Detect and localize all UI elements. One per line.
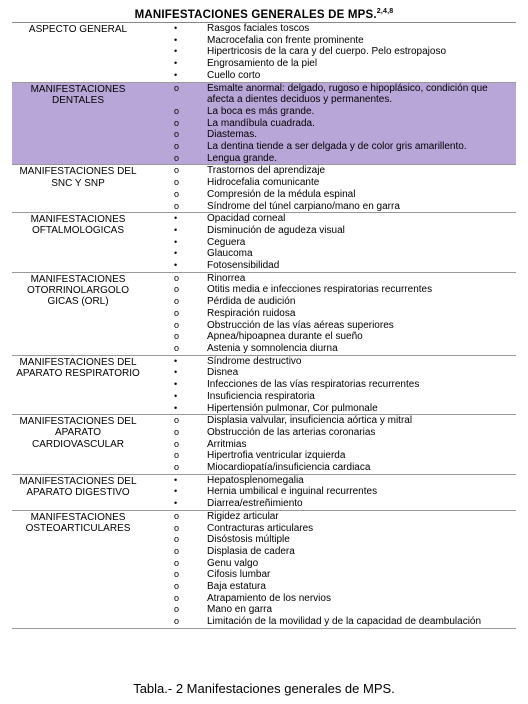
list-item <box>174 439 516 451</box>
list-item-text: Glaucoma <box>207 248 253 260</box>
list-item <box>174 58 516 70</box>
bullet-disc-icon <box>174 58 207 70</box>
bullet-disc-icon <box>174 498 207 510</box>
list-item-text: Ceguera <box>207 236 246 248</box>
bullet-circle-icon <box>174 153 207 165</box>
bullet-circle-icon <box>174 511 207 523</box>
bullet-circle-icon <box>174 284 207 296</box>
table-section <box>12 23 516 83</box>
list-item <box>174 273 516 285</box>
bullet-circle-icon <box>174 201 207 213</box>
list-item-text: Cifosis lumbar <box>207 569 271 581</box>
list-item-text: Disóstosis múltiple <box>207 534 290 546</box>
list-item <box>174 70 516 82</box>
list-item-text: Miocardiopatía/insuficiencia cardiaca <box>207 462 371 474</box>
list-item-text: Disminución de agudeza visual <box>207 224 345 236</box>
bullet-disc-icon <box>174 260 207 272</box>
list-item <box>174 415 516 427</box>
bullet-disc-icon <box>174 486 207 498</box>
list-item-text: Hipertensión pulmonar, Cor pulmonale <box>207 402 378 414</box>
bullet-disc-icon <box>174 35 207 47</box>
section-items <box>174 165 516 212</box>
list-item-text: Síndrome destructivo <box>207 355 302 367</box>
list-item <box>174 546 516 558</box>
table-title <box>0 8 528 21</box>
list-item <box>174 35 516 47</box>
list-item-text: Opacidad corneal <box>207 213 286 225</box>
bullet-disc-icon <box>174 403 207 415</box>
list-item <box>174 569 516 581</box>
list-item <box>174 356 516 368</box>
bullet-circle-icon <box>174 308 207 320</box>
list-item-text: Contracturas articulares <box>207 522 314 534</box>
list-item <box>174 558 516 570</box>
table-section <box>12 415 516 475</box>
bullet-circle-icon <box>174 83 207 95</box>
list-item-text: Otitis media e infecciones respiratorias recurrentes <box>207 284 433 296</box>
list-item-text: La mandíbula cuadrada. <box>207 117 315 129</box>
list-item <box>174 225 516 237</box>
bullet-circle-icon <box>174 450 207 462</box>
bullet-disc-icon <box>174 23 207 35</box>
bullet-circle-icon <box>174 343 207 355</box>
table-section <box>12 475 516 511</box>
section-items <box>174 23 516 82</box>
section-category: MANIFESTACIONES OSTEOARTICULARES <box>25 511 131 535</box>
section-items <box>174 511 516 628</box>
list-item <box>174 486 516 498</box>
bullet-circle-icon <box>174 523 207 535</box>
section-category: MANIFESTACIONES DEL SNC Y SNP <box>19 166 137 189</box>
bullet-circle-icon <box>174 558 207 570</box>
list-item-text: Astenia y somnolencia diurna <box>207 342 338 354</box>
section-items <box>174 273 516 355</box>
list-item-text: La boca es más grande. <box>207 105 315 117</box>
list-item <box>174 213 516 225</box>
bullet-circle-icon <box>174 331 207 343</box>
list-item-text: Macrocefalia con frente prominente <box>207 34 364 46</box>
list-item-text: Esmalte anormal: delgado, rugoso e hipoplásico, condición que afecta a dientes deciduos y permanentes. <box>207 82 488 106</box>
bullet-circle-icon <box>174 141 207 153</box>
list-item-text: Obstrucción de las vías aéreas superiores <box>207 319 394 331</box>
table-section <box>12 273 516 356</box>
list-item-text: Rigidez articular <box>207 510 279 522</box>
section-category: MANIFESTACIONES DEL APARATO RESPIRATORIO <box>16 356 140 379</box>
list-item-text: Infecciones de las vías respiratorias recurrentes <box>207 379 420 391</box>
list-item-text: Displasia de cadera <box>207 545 295 557</box>
section-items <box>174 356 516 415</box>
bullet-circle-icon <box>174 296 207 308</box>
bullet-circle-icon <box>174 165 207 177</box>
section-category: ASPECTO GENERAL <box>28 24 128 35</box>
table-section <box>12 213 516 273</box>
list-item <box>174 118 516 130</box>
section-category: MANIFESTACIONES DEL APARATO DIGESTIVO <box>19 475 137 498</box>
list-item <box>174 604 516 616</box>
list-item-text: Pérdida de audición <box>207 296 296 308</box>
list-item <box>174 106 516 118</box>
list-item <box>174 129 516 141</box>
list-item-text: Apnea/hipoapnea durante el sueño <box>207 331 363 343</box>
list-item <box>174 450 516 462</box>
bullet-circle-icon <box>174 118 207 130</box>
list-item-text: Arritmias <box>207 438 247 450</box>
table-section <box>12 83 516 166</box>
list-item <box>174 201 516 213</box>
list-item-text: Limitación de la movilidad y de la capacidad de deambulación <box>207 616 482 628</box>
list-item-text: Rasgos faciales toscos <box>207 23 310 34</box>
bullet-disc-icon <box>174 391 207 403</box>
list-item-text: Hepatosplenomegalia <box>207 474 304 486</box>
bullet-disc-icon <box>174 225 207 237</box>
list-item-text: Compresión de la médula espinal <box>207 188 356 200</box>
section-category: MANIFESTACIONES DENTALES <box>30 83 126 106</box>
list-item-text: Síndrome del túnel carpiano/mano en garra <box>207 200 400 212</box>
list-item-text: Cuello corto <box>207 69 261 81</box>
list-item <box>174 331 516 343</box>
list-item-text: Trastornos del aprendizaje <box>207 165 326 177</box>
list-item-text: Baja estatura <box>207 581 266 593</box>
title-references: 2,4,8 <box>376 8 394 15</box>
bullet-disc-icon <box>174 379 207 391</box>
section-category: MANIFESTACIONES OTORRINOLARGOLO GICAS (ORL) <box>26 273 130 308</box>
list-item <box>174 189 516 201</box>
table-caption: Tabla.- 2 Manifestaciones generales de MPS. <box>133 681 395 696</box>
bullet-disc-icon <box>174 46 207 58</box>
bullet-disc-icon <box>174 237 207 249</box>
list-item <box>174 379 516 391</box>
list-item <box>174 511 516 523</box>
list-item <box>174 296 516 308</box>
list-item <box>174 462 516 474</box>
list-item-text: Genu valgo <box>207 557 259 569</box>
section-items <box>174 83 516 165</box>
list-item-text: Disnea <box>207 367 239 379</box>
list-item-text: Hernia umbilical e inguinal recurrentes <box>207 486 378 498</box>
list-item-text: Hipertricosis de la cara y del cuerpo. Pelo estropajoso <box>207 46 447 58</box>
section-category: MANIFESTACIONES DEL APARATO CARDIOVASCULAR <box>19 416 137 450</box>
list-item-text: Diastemas. <box>207 129 258 141</box>
list-item-text: La dentina tiende a ser delgada y de color gris amarillento. <box>207 141 467 153</box>
bullet-disc-icon <box>174 356 207 368</box>
list-item-text: Diarrea/estreñimiento <box>207 498 303 510</box>
bullet-disc-icon <box>174 70 207 82</box>
bullet-circle-icon <box>174 462 207 474</box>
list-item <box>174 248 516 260</box>
list-item <box>174 83 516 106</box>
list-item <box>174 523 516 535</box>
list-item <box>174 367 516 379</box>
list-item <box>174 165 516 177</box>
bullet-disc-icon <box>174 475 207 487</box>
bullet-circle-icon <box>174 129 207 141</box>
list-item-text: Rinorrea <box>207 272 246 284</box>
list-item <box>174 284 516 296</box>
list-item-text: Atrapamiento de los nervios <box>207 592 331 604</box>
table-section <box>12 356 516 416</box>
bullet-circle-icon <box>174 415 207 427</box>
list-item <box>174 343 516 355</box>
section-items <box>174 213 516 272</box>
list-item-text: Fotosensibilidad <box>207 260 280 272</box>
bullet-circle-icon <box>174 320 207 332</box>
bullet-circle-icon <box>174 106 207 118</box>
bullet-circle-icon <box>174 581 207 593</box>
list-item <box>174 427 516 439</box>
list-item <box>174 141 516 153</box>
list-item <box>174 593 516 605</box>
list-item <box>174 498 516 510</box>
table-section <box>12 511 516 629</box>
list-item <box>174 308 516 320</box>
bullet-circle-icon <box>174 534 207 546</box>
bullet-circle-icon <box>174 177 207 189</box>
bullet-circle-icon <box>174 546 207 558</box>
list-item <box>174 616 516 628</box>
list-item <box>174 391 516 403</box>
list-item-text: Engrosamiento de la piel <box>207 58 318 70</box>
list-item <box>174 320 516 332</box>
list-item <box>174 260 516 272</box>
list-item-text: Respiración ruidosa <box>207 307 296 319</box>
list-item-text: Obstrucción de las arterias coronarias <box>207 426 376 438</box>
table-title-text: MANIFESTACIONES GENERALES DE MPS. <box>134 9 377 21</box>
bullet-disc-icon <box>174 367 207 379</box>
list-item-text: Hidrocefalia comunicante <box>207 177 320 189</box>
bullet-circle-icon <box>174 616 207 628</box>
list-item-text: Hipertrofia ventricular izquierda <box>207 450 346 462</box>
bullet-disc-icon <box>174 213 207 225</box>
list-item-text: Displasia valvular, insuficiencia aórtica y mitral <box>207 415 413 427</box>
bullet-circle-icon <box>174 569 207 581</box>
bullet-circle-icon <box>174 439 207 451</box>
bullet-circle-icon <box>174 427 207 439</box>
list-item <box>174 237 516 249</box>
bullet-circle-icon <box>174 593 207 605</box>
manifestations-table <box>12 22 516 629</box>
bullet-disc-icon <box>174 248 207 260</box>
list-item <box>174 581 516 593</box>
list-item <box>174 153 516 165</box>
list-item-text: Lengua grande. <box>207 152 278 164</box>
section-items <box>174 475 516 510</box>
list-item <box>174 177 516 189</box>
bullet-circle-icon <box>174 604 207 616</box>
list-item-text: Insuficiencia respiratoria <box>207 390 315 402</box>
list-item <box>174 475 516 487</box>
bullet-circle-icon <box>174 189 207 201</box>
bullet-circle-icon <box>174 273 207 285</box>
list-item <box>174 46 516 58</box>
list-item <box>174 23 516 35</box>
list-item-text: Mano en garra <box>207 604 273 616</box>
list-item <box>174 403 516 415</box>
section-category: MANIFESTACIONES OFTALMOLOGICAS <box>30 214 126 237</box>
list-item <box>174 534 516 546</box>
section-items <box>174 415 516 474</box>
table-section <box>12 165 516 213</box>
